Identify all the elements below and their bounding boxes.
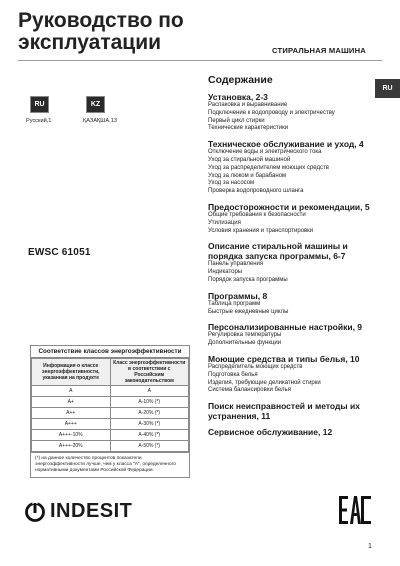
toc-heading: Содержание bbox=[208, 74, 273, 86]
eac-mark bbox=[338, 494, 372, 531]
table-row bbox=[32, 408, 189, 419]
energy-class-product: A+++-10% bbox=[32, 430, 111, 441]
table-row bbox=[32, 430, 189, 441]
energy-table-title: Соответствие классов энергоэффективности bbox=[31, 346, 189, 358]
toc-section-title[interactable]: Моющие средства и типы белья, 10 bbox=[208, 353, 360, 364]
language-kz[interactable] bbox=[86, 96, 105, 113]
table-row bbox=[32, 419, 189, 430]
toc-item[interactable]: Уход за стиральной машиной bbox=[208, 156, 291, 163]
language-label-kz: ҚАЗАҚША,13 bbox=[83, 118, 117, 124]
eac-certification-icon bbox=[338, 494, 372, 526]
header-divider bbox=[18, 60, 382, 61]
energy-class-product: A+++-20% bbox=[32, 441, 111, 452]
power-symbol-icon bbox=[24, 501, 46, 523]
language-code-ru: RU bbox=[30, 96, 49, 113]
toc-item[interactable]: Уход за распределителем моющих средств bbox=[208, 164, 329, 171]
toc-section bbox=[208, 322, 380, 348]
energy-class-table bbox=[30, 345, 190, 478]
table-row bbox=[32, 397, 189, 408]
language-ru[interactable] bbox=[30, 96, 49, 113]
toc-item[interactable]: Система балансировки белья bbox=[208, 387, 291, 394]
toc-item[interactable]: Быстрые ежедневные циклы bbox=[208, 308, 289, 315]
energy-table-body bbox=[32, 386, 189, 452]
energy-class-russia: A-40% (*) bbox=[110, 430, 189, 441]
energy-col-header-product: Информация о классе энергоэффективности, указанная на продукте bbox=[32, 359, 111, 386]
toc-item[interactable]: Утилизация bbox=[208, 219, 241, 226]
toc-item[interactable]: Панель управления bbox=[208, 261, 264, 268]
toc-section bbox=[208, 354, 380, 395]
energy-class-product: A+ bbox=[32, 397, 111, 408]
toc-item[interactable]: Условия хранения и транспортировки bbox=[208, 227, 314, 234]
toc-item[interactable]: Подключение к водопроводу и электричеству bbox=[208, 109, 335, 116]
product-subtitle: СТИРАЛЬНАЯ МАШИНА bbox=[272, 46, 366, 55]
toc-section bbox=[208, 139, 380, 196]
energy-class-product: A++ bbox=[32, 408, 111, 419]
toc-section-title[interactable]: Установка, 2-3 bbox=[208, 92, 268, 102]
toc-section-title[interactable]: Предосторожности и рекомендации, 5 bbox=[208, 201, 370, 212]
toc-item[interactable]: Первый цикл стирки bbox=[208, 117, 265, 124]
energy-class-product: A bbox=[32, 386, 111, 397]
toc-section-title[interactable]: Персонализированные настройки, 9 bbox=[208, 322, 363, 333]
energy-class-russia: A-10% (*) bbox=[110, 397, 189, 408]
energy-col-header-russia: Класс энергоэффективности в соответствии с Российским законодательством bbox=[110, 359, 189, 386]
toc-item[interactable]: Подготовка белья bbox=[208, 371, 258, 378]
table-of-contents bbox=[208, 74, 380, 437]
toc-sections bbox=[208, 92, 380, 437]
language-label-ru: Русский,1 bbox=[26, 118, 52, 124]
energy-class-product: A+++ bbox=[32, 419, 111, 430]
toc-section-title[interactable]: Поиск неисправностей и методы их устранения, 11 bbox=[208, 401, 360, 422]
toc-section-title[interactable]: Описание стиральной машины и порядка запуска программы, 6-7 bbox=[208, 241, 348, 262]
toc-item[interactable]: Распаковка и выравнивание bbox=[208, 102, 288, 108]
brand-name: INDESIT bbox=[50, 500, 133, 522]
toc-section-title[interactable]: Программы, 8 bbox=[208, 290, 268, 301]
toc-item[interactable]: Индикаторы bbox=[208, 269, 243, 276]
energy-class-russia: A-30% (*) bbox=[110, 419, 189, 430]
toc-section bbox=[208, 401, 380, 421]
page-number: 1 bbox=[368, 543, 372, 550]
model-number: EWSC 61051 bbox=[28, 247, 91, 258]
toc-section-title[interactable]: Сервисное обслуживание, 12 bbox=[208, 427, 333, 438]
toc-item[interactable]: Порядок запуска программы bbox=[208, 276, 288, 283]
toc-item[interactable]: Проверка водопроводного шланга bbox=[208, 188, 304, 195]
energy-class-russia: A bbox=[110, 386, 189, 397]
energy-class-russia: A-20% (*) bbox=[110, 408, 189, 419]
energy-class-russia: A-50% (*) bbox=[110, 441, 189, 452]
toc-item[interactable]: Изделия, требующие деликатной стирки bbox=[208, 379, 321, 386]
toc-item[interactable]: Уход за люком и барабаном bbox=[208, 172, 287, 179]
energy-table-grid bbox=[31, 358, 189, 452]
energy-footnote: (*) на данное количество процентов показатели энергоэффективности лучше, чем у класса "А", определенного нормативными документами Российской Федерации. bbox=[31, 452, 189, 477]
toc-section-title[interactable]: Техническое обслуживание и уход, 4 bbox=[208, 139, 364, 150]
toc-section bbox=[208, 202, 380, 235]
toc-section bbox=[208, 291, 380, 317]
toc-item[interactable]: Общие требования к безопасности bbox=[208, 211, 306, 218]
language-tab-ru[interactable]: RU bbox=[375, 79, 400, 98]
table-row bbox=[32, 386, 189, 397]
toc-section bbox=[208, 241, 380, 284]
toc-item[interactable]: Технические характеристики bbox=[208, 125, 289, 132]
toc-section bbox=[208, 92, 380, 133]
table-row bbox=[32, 441, 189, 452]
toc-item[interactable]: Таблица программ bbox=[208, 300, 261, 307]
page-title: Руководство по эксплуатации bbox=[18, 9, 184, 54]
toc-item[interactable]: Распределитель моющих средств bbox=[208, 363, 303, 370]
toc-item[interactable]: Отключение воды и электрического тока bbox=[208, 149, 322, 156]
toc-item[interactable]: Регулировка температуры bbox=[208, 332, 282, 339]
toc-section bbox=[208, 427, 380, 437]
indesit-logo bbox=[24, 500, 132, 523]
toc-item[interactable]: Дополнительные функции bbox=[208, 340, 282, 347]
language-code-kz: KZ bbox=[86, 96, 105, 113]
toc-item[interactable]: Уход за насосом bbox=[208, 180, 255, 187]
